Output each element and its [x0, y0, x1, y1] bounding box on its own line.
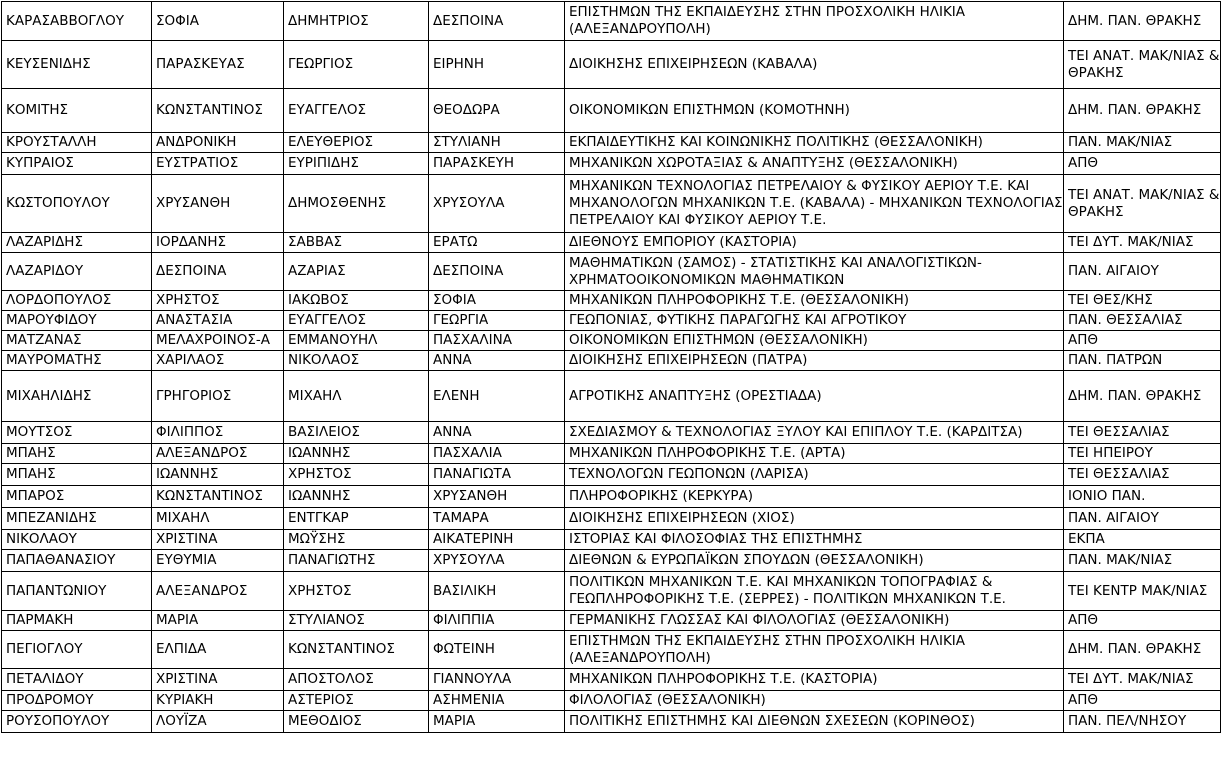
first-name-cell: ΚΥΡΙΑΚΗ [152, 691, 284, 711]
mother-name-cell: ΕΡΑΤΩ [429, 233, 565, 253]
first-name-cell: ΙΟΡΔΑΝΗΣ [152, 233, 284, 253]
table-row [2, 133, 1221, 153]
institution-cell: ΠΑΝ. ΠΑΤΡΩΝ [1064, 351, 1221, 371]
father-name-cell: ΧΡΗΣΤΟΣ [284, 464, 429, 486]
table-row [2, 464, 1221, 486]
surname-cell: ΜΑΡΟΥΦΙΔΟΥ [2, 311, 152, 331]
first-name-cell: ΚΩΝΣΤΑΝΤΙΝΟΣ [152, 89, 284, 133]
institution-cell: ΔΗΜ. ΠΑΝ. ΘΡΑΚΗΣ [1064, 89, 1221, 133]
table-row [2, 371, 1221, 422]
department-cell: ΜΗΧΑΝΙΚΩΝ ΤΕΧΝΟΛΟΓΙΑΣ ΠΕΤΡΕΛΑΙΟΥ & ΦΥΣΙΚΟΥ ΑΕΡΙΟΥ Τ.Ε. ΚΑΙ ΜΗΧΑΝΟΛΟΓΩΝ ΜΗΧΑΝΙΚΩΝ Τ.Ε. (ΚΑΒΑΛΑ) - ΜΗΧΑΝΙΚΩΝ ΤΕΧΝΟΛΟΓΙΑΣ ΠΕΤΡΕΛΑΙΟΥ ΚΑΙ ΦΥΣΙΚΟΥ ΑΕΡΙΟΥ Τ.Ε. [565, 175, 1064, 233]
mother-name-cell: ΠΑΡΑΣΚΕΥΗ [429, 153, 565, 175]
surname-cell: ΠΡΟΔΡΟΜΟΥ [2, 691, 152, 711]
mother-name-cell: ΓΕΩΡΓΙΑ [429, 311, 565, 331]
surname-cell: ΚΕΥΣΕΝΙΔΗΣ [2, 41, 152, 89]
surname-cell: ΚΥΠΡΑΙΟΣ [2, 153, 152, 175]
surname-cell: ΠΑΡΜΑΚΗ [2, 611, 152, 631]
first-name-cell: ΧΡΗΣΤΟΣ [152, 291, 284, 311]
mother-name-cell: ΑΣΗΜΕΝΙΑ [429, 691, 565, 711]
surname-cell: ΜΟΥΤΣΟΣ [2, 422, 152, 444]
father-name-cell: ΕΥΑΓΓΕΛΟΣ [284, 311, 429, 331]
first-name-cell: ΑΝΔΡΟΝΙΚΗ [152, 133, 284, 153]
father-name-cell: ΙΩΑΝΝΗΣ [284, 444, 429, 464]
table-row [2, 550, 1221, 572]
department-cell: ΕΠΙΣΤΗΜΩΝ ΤΗΣ ΕΚΠΑΙΔΕΥΣΗΣ ΣΤΗΝ ΠΡΟΣΧΟΛΙΚΗ ΗΛΙΚΙΑ (ΑΛΕΞΑΝΔΡΟΥΠΟΛΗ) [565, 2, 1064, 41]
mother-name-cell: ΦΩΤΕΙΝΗ [429, 631, 565, 669]
table-row [2, 444, 1221, 464]
mother-name-cell: ΠΑΣΧΑΛΙΑ [429, 444, 565, 464]
institution-cell: ΠΑΝ. ΑΙΓΑΙΟΥ [1064, 253, 1221, 291]
mother-name-cell: ΧΡΥΣΟΥΛΑ [429, 175, 565, 233]
department-cell: ΓΕΩΠΟΝΙΑΣ, ΦΥΤΙΚΗΣ ΠΑΡΑΓΩΓΗΣ ΚΑΙ ΑΓΡΟΤΙΚΟΥ [565, 311, 1064, 331]
first-name-cell: ΧΡΙΣΤΙΝΑ [152, 669, 284, 691]
father-name-cell: ΕΥΑΓΓΕΛΟΣ [284, 89, 429, 133]
institution-cell: ΑΠΘ [1064, 153, 1221, 175]
father-name-cell: ΒΑΣΙΛΕΙΟΣ [284, 422, 429, 444]
father-name-cell: ΓΕΩΡΓΙΟΣ [284, 41, 429, 89]
department-cell: ΑΓΡΟΤΙΚΗΣ ΑΝΑΠΤΥΞΗΣ (ΟΡΕΣΤΙΑΔΑ) [565, 371, 1064, 422]
father-name-cell: ΕΝΤΓΚΑΡ [284, 508, 429, 530]
table-row [2, 711, 1221, 733]
department-cell: ΔΙΟΙΚΗΣΗΣ ΕΠΙΧΕΙΡΗΣΕΩΝ (ΚΑΒΑΛΑ) [565, 41, 1064, 89]
first-name-cell: ΔΕΣΠΟΙΝΑ [152, 253, 284, 291]
first-name-cell: ΧΡΙΣΤΙΝΑ [152, 530, 284, 550]
first-name-cell: ΑΝΑΣΤΑΣΙΑ [152, 311, 284, 331]
first-name-cell: ΓΡΗΓΟΡΙΟΣ [152, 371, 284, 422]
father-name-cell: ΚΩΝΣΤΑΝΤΙΝΟΣ [284, 631, 429, 669]
mother-name-cell: ΤΑΜΑΡΑ [429, 508, 565, 530]
surname-cell: ΚΟΜΙΤΗΣ [2, 89, 152, 133]
department-cell: ΠΟΛΙΤΙΚΗΣ ΕΠΙΣΤΗΜΗΣ ΚΑΙ ΔΙΕΘΝΩΝ ΣΧΕΣΕΩΝ (ΚΟΡΙΝΘΟΣ) [565, 711, 1064, 733]
table-row [2, 611, 1221, 631]
table-row [2, 422, 1221, 444]
department-cell: ΜΗΧΑΝΙΚΩΝ ΠΛΗΡΟΦΟΡΙΚΗΣ Τ.Ε. (ΑΡΤΑ) [565, 444, 1064, 464]
first-name-cell: ΧΑΡΙΛΑΟΣ [152, 351, 284, 371]
table-row [2, 508, 1221, 530]
department-cell: ΔΙΕΘΝΩΝ & ΕΥΡΩΠΑΪΚΩΝ ΣΠΟΥΔΩΝ (ΘΕΣΣΑΛΟΝΙΚΗ) [565, 550, 1064, 572]
first-name-cell: ΠΑΡΑΣΚΕΥΑΣ [152, 41, 284, 89]
father-name-cell: ΣΤΥΛΙΑΝΟΣ [284, 611, 429, 631]
father-name-cell: ΕΥΡΙΠΙΔΗΣ [284, 153, 429, 175]
department-cell: ΔΙΟΙΚΗΣΗΣ ΕΠΙΧΕΙΡΗΣΕΩΝ (ΧΙΟΣ) [565, 508, 1064, 530]
mother-name-cell: ΕΛΕΝΗ [429, 371, 565, 422]
institution-cell: ΠΑΝ. ΘΕΣΣΑΛΙΑΣ [1064, 311, 1221, 331]
surname-cell: ΠΑΠΑΝΤΩΝΙΟΥ [2, 572, 152, 611]
surname-cell: ΝΙΚΟΛΑΟΥ [2, 530, 152, 550]
father-name-cell: ΑΖΑΡΙΑΣ [284, 253, 429, 291]
father-name-cell: ΕΛΕΥΘΕΡΙΟΣ [284, 133, 429, 153]
first-name-cell: ΙΩΑΝΝΗΣ [152, 464, 284, 486]
table-row [2, 41, 1221, 89]
surname-cell: ΚΡΟΥΣΤΑΛΛΗ [2, 133, 152, 153]
surname-cell: ΜΠΑΡΟΣ [2, 486, 152, 508]
department-cell: ΔΙΕΘΝΟΥΣ ΕΜΠΟΡΙΟΥ (ΚΑΣΤΟΡΙΑ) [565, 233, 1064, 253]
institution-cell: ΠΑΝ. ΜΑΚ/ΝΙΑΣ [1064, 133, 1221, 153]
father-name-cell: ΜΕΘΟΔΙΟΣ [284, 711, 429, 733]
surname-cell: ΜΑΤΖΑΝΑΣ [2, 331, 152, 351]
table-row [2, 572, 1221, 611]
table-row [2, 351, 1221, 371]
father-name-cell: ΣΑΒΒΑΣ [284, 233, 429, 253]
department-cell: ΠΛΗΡΟΦΟΡΙΚΗΣ (ΚΕΡΚΥΡΑ) [565, 486, 1064, 508]
table-row [2, 233, 1221, 253]
father-name-cell: ΠΑΝΑΓΙΩΤΗΣ [284, 550, 429, 572]
institution-cell: ΤΕΙ ΑΝΑΤ. ΜΑΚ/ΝΙΑΣ & ΘΡΑΚΗΣ [1064, 175, 1221, 233]
table-body [2, 2, 1221, 733]
first-name-cell: ΑΛΕΞΑΝΔΡΟΣ [152, 572, 284, 611]
surname-cell: ΡΟΥΣΟΠΟΥΛΟΥ [2, 711, 152, 733]
mother-name-cell: ΧΡΥΣΑΝΘΗ [429, 486, 565, 508]
table-row [2, 291, 1221, 311]
department-cell: ΤΕΧΝΟΛΟΓΩΝ ΓΕΩΠΟΝΩΝ (ΛΑΡΙΣΑ) [565, 464, 1064, 486]
surname-cell: ΛΑΖΑΡΙΔΗΣ [2, 233, 152, 253]
institution-cell: ΕΚΠΑ [1064, 530, 1221, 550]
surname-cell: ΚΩΣΤΟΠΟΥΛΟΥ [2, 175, 152, 233]
department-cell: ΟΙΚΟΝΟΜΙΚΩΝ ΕΠΙΣΤΗΜΩΝ (ΘΕΣΣΑΛΟΝΙΚΗ) [565, 331, 1064, 351]
table-row [2, 89, 1221, 133]
mother-name-cell: ΧΡΥΣΟΥΛΑ [429, 550, 565, 572]
mother-name-cell: ΒΑΣΙΛΙΚΗ [429, 572, 565, 611]
surname-cell: ΜΙΧΑΗΛΙΔΗΣ [2, 371, 152, 422]
table-row [2, 631, 1221, 669]
institution-cell: ΑΠΘ [1064, 611, 1221, 631]
surname-cell: ΜΠΑΗΣ [2, 444, 152, 464]
institution-cell: ΤΕΙ ΗΠΕΙΡΟΥ [1064, 444, 1221, 464]
first-name-cell: ΕΥΣΤΡΑΤΙΟΣ [152, 153, 284, 175]
first-name-cell: ΧΡΥΣΑΝΘΗ [152, 175, 284, 233]
surname-cell: ΛΟΡΔΟΠΟΥΛΟΣ [2, 291, 152, 311]
father-name-cell: ΔΗΜΟΣΘΕΝΗΣ [284, 175, 429, 233]
first-name-cell: ΕΛΠΙΔΑ [152, 631, 284, 669]
institution-cell: ΠΑΝ. ΜΑΚ/ΝΙΑΣ [1064, 550, 1221, 572]
institution-cell: ΑΠΘ [1064, 691, 1221, 711]
mother-name-cell: ΠΑΝΑΓΙΩΤΑ [429, 464, 565, 486]
institution-cell: ΤΕΙ ΘΕΣΣΑΛΙΑΣ [1064, 422, 1221, 444]
table-row [2, 669, 1221, 691]
father-name-cell: ΧΡΗΣΤΟΣ [284, 572, 429, 611]
institution-cell: ΤΕΙ ΑΝΑΤ. ΜΑΚ/ΝΙΑΣ & ΘΡΑΚΗΣ [1064, 41, 1221, 89]
first-name-cell: ΜΕΛΑΧΡΟΙΝΟΣ-Α [152, 331, 284, 351]
mother-name-cell: ΔΕΣΠΟΙΝΑ [429, 2, 565, 41]
mother-name-cell: ΓΙΑΝΝΟΥΛΑ [429, 669, 565, 691]
father-name-cell: ΙΑΚΩΒΟΣ [284, 291, 429, 311]
first-name-cell: ΣΟΦΙΑ [152, 2, 284, 41]
table-row [2, 311, 1221, 331]
surname-cell: ΜΑΥΡΟΜΑΤΗΣ [2, 351, 152, 371]
table-row [2, 486, 1221, 508]
table-row [2, 175, 1221, 233]
first-name-cell: ΑΛΕΞΑΝΔΡΟΣ [152, 444, 284, 464]
institution-cell: ΤΕΙ ΘΕΣΣΑΛΙΑΣ [1064, 464, 1221, 486]
mother-name-cell: ΘΕΟΔΩΡΑ [429, 89, 565, 133]
table-row [2, 2, 1221, 41]
table-row [2, 331, 1221, 351]
institution-cell: ΤΕΙ ΔΥΤ. ΜΑΚ/ΝΙΑΣ [1064, 233, 1221, 253]
admissions-table [1, 1, 1221, 733]
institution-cell: ΤΕΙ ΘΕΣ/ΚΗΣ [1064, 291, 1221, 311]
department-cell: ΟΙΚΟΝΟΜΙΚΩΝ ΕΠΙΣΤΗΜΩΝ (ΚΟΜΟΤΗΝΗ) [565, 89, 1064, 133]
department-cell: ΜΗΧΑΝΙΚΩΝ ΧΩΡΟΤΑΞΙΑΣ & ΑΝΑΠΤΥΞΗΣ (ΘΕΣΣΑΛΟΝΙΚΗ) [565, 153, 1064, 175]
father-name-cell: ΑΣΤΕΡΙΟΣ [284, 691, 429, 711]
surname-cell: ΛΑΖΑΡΙΔΟΥ [2, 253, 152, 291]
institution-cell: ΠΑΝ. ΑΙΓΑΙΟΥ [1064, 508, 1221, 530]
father-name-cell: ΑΠΟΣΤΟΛΟΣ [284, 669, 429, 691]
department-cell: ΣΧΕΔΙΑΣΜΟΥ & ΤΕΧΝΟΛΟΓΙΑΣ ΞΥΛΟΥ ΚΑΙ ΕΠΙΠΛΟΥ Τ.Ε. (ΚΑΡΔΙΤΣΑ) [565, 422, 1064, 444]
surname-cell: ΠΕΤΑΛΙΔΟΥ [2, 669, 152, 691]
first-name-cell: ΕΥΘΥΜΙΑ [152, 550, 284, 572]
institution-cell: ΠΑΝ. ΠΕΛ/ΝΗΣΟΥ [1064, 711, 1221, 733]
mother-name-cell: ΜΑΡΙΑ [429, 711, 565, 733]
first-name-cell: ΜΙΧΑΗΛ [152, 508, 284, 530]
surname-cell: ΜΠΕΖΑΝΙΔΗΣ [2, 508, 152, 530]
department-cell: ΦΙΛΟΛΟΓΙΑΣ (ΘΕΣΣΑΛΟΝΙΚΗ) [565, 691, 1064, 711]
department-cell: ΜΑΘΗΜΑΤΙΚΩΝ (ΣΑΜΟΣ) - ΣΤΑΤΙΣΤΙΚΗΣ ΚΑΙ ΑΝΑΛΟΓΙΣΤΙΚΩΝ-ΧΡΗΜΑΤΟΟΙΚΟΝΟΜΙΚΩΝ ΜΑΘΗΜΑΤΙΚΩΝ [565, 253, 1064, 291]
mother-name-cell: ΑΝΝΑ [429, 422, 565, 444]
first-name-cell: ΛΟΥΪΖΑ [152, 711, 284, 733]
father-name-cell: ΔΗΜΗΤΡΙΟΣ [284, 2, 429, 41]
surname-cell: ΠΑΠΑΘΑΝΑΣΙΟΥ [2, 550, 152, 572]
table-row [2, 530, 1221, 550]
department-cell: ΓΕΡΜΑΝΙΚΗΣ ΓΛΩΣΣΑΣ ΚΑΙ ΦΙΛΟΛΟΓΙΑΣ (ΘΕΣΣΑΛΟΝΙΚΗ) [565, 611, 1064, 631]
father-name-cell: ΜΩΫΣΗΣ [284, 530, 429, 550]
department-cell: ΕΠΙΣΤΗΜΩΝ ΤΗΣ ΕΚΠΑΙΔΕΥΣΗΣ ΣΤΗΝ ΠΡΟΣΧΟΛΙΚΗ ΗΛΙΚΙΑ (ΑΛΕΞΑΝΔΡΟΥΠΟΛΗ) [565, 631, 1064, 669]
institution-cell: ΤΕΙ ΔΥΤ. ΜΑΚ/ΝΙΑΣ [1064, 669, 1221, 691]
surname-cell: ΜΠΑΗΣ [2, 464, 152, 486]
surname-cell: ΚΑΡΑΣΑΒΒΟΓΛΟΥ [2, 2, 152, 41]
father-name-cell: ΜΙΧΑΗΛ [284, 371, 429, 422]
mother-name-cell: ΕΙΡΗΝΗ [429, 41, 565, 89]
first-name-cell: ΜΑΡΙΑ [152, 611, 284, 631]
first-name-cell: ΦΙΛΙΠΠΟΣ [152, 422, 284, 444]
institution-cell: ΔΗΜ. ΠΑΝ. ΘΡΑΚΗΣ [1064, 371, 1221, 422]
department-cell: ΜΗΧΑΝΙΚΩΝ ΠΛΗΡΟΦΟΡΙΚΗΣ Τ.Ε. (ΚΑΣΤΟΡΙΑ) [565, 669, 1064, 691]
mother-name-cell: ΦΙΛΙΠΠΙΑ [429, 611, 565, 631]
father-name-cell: ΕΜΜΑΝΟΥΗΛ [284, 331, 429, 351]
department-cell: ΜΗΧΑΝΙΚΩΝ ΠΛΗΡΟΦΟΡΙΚΗΣ Τ.Ε. (ΘΕΣΣΑΛΟΝΙΚΗ) [565, 291, 1064, 311]
father-name-cell: ΙΩΑΝΝΗΣ [284, 486, 429, 508]
first-name-cell: ΚΩΝΣΤΑΝΤΙΝΟΣ [152, 486, 284, 508]
department-cell: ΔΙΟΙΚΗΣΗΣ ΕΠΙΧΕΙΡΗΣΕΩΝ (ΠΑΤΡΑ) [565, 351, 1064, 371]
table-row [2, 253, 1221, 291]
department-cell: ΕΚΠΑΙΔΕΥΤΙΚΗΣ ΚΑΙ ΚΟΙΝΩΝΙΚΗΣ ΠΟΛΙΤΙΚΗΣ (ΘΕΣΣΑΛΟΝΙΚΗ) [565, 133, 1064, 153]
mother-name-cell: ΑΝΝΑ [429, 351, 565, 371]
table-row [2, 153, 1221, 175]
institution-cell: ΑΠΘ [1064, 331, 1221, 351]
mother-name-cell: ΠΑΣΧΑΛΙΝΑ [429, 331, 565, 351]
mother-name-cell: ΔΕΣΠΟΙΝΑ [429, 253, 565, 291]
department-cell: ΙΣΤΟΡΙΑΣ ΚΑΙ ΦΙΛΟΣΟΦΙΑΣ ΤΗΣ ΕΠΙΣΤΗΜΗΣ [565, 530, 1064, 550]
surname-cell: ΠΕΓΙΟΓΛΟΥ [2, 631, 152, 669]
institution-cell: ΤΕΙ ΚΕΝΤΡ ΜΑΚ/ΝΙΑΣ [1064, 572, 1221, 611]
father-name-cell: ΝΙΚΟΛΑΟΣ [284, 351, 429, 371]
table-row [2, 691, 1221, 711]
institution-cell: ΙΟΝΙΟ ΠΑΝ. [1064, 486, 1221, 508]
mother-name-cell: ΑΙΚΑΤΕΡΙΝΗ [429, 530, 565, 550]
mother-name-cell: ΣΟΦΙΑ [429, 291, 565, 311]
institution-cell: ΔΗΜ. ΠΑΝ. ΘΡΑΚΗΣ [1064, 2, 1221, 41]
department-cell: ΠΟΛΙΤΙΚΩΝ ΜΗΧΑΝΙΚΩΝ Τ.Ε. ΚΑΙ ΜΗΧΑΝΙΚΩΝ ΤΟΠΟΓΡΑΦΙΑΣ & ΓΕΩΠΛΗΡΟΦΟΡΙΚΗΣ Τ.Ε. (ΣΕΡΡΕΣ) - ΠΟΛΙΤΙΚΩΝ ΜΗΧΑΝΙΚΩΝ Τ.Ε. [565, 572, 1064, 611]
mother-name-cell: ΣΤΥΛΙΑΝΗ [429, 133, 565, 153]
institution-cell: ΔΗΜ. ΠΑΝ. ΘΡΑΚΗΣ [1064, 631, 1221, 669]
